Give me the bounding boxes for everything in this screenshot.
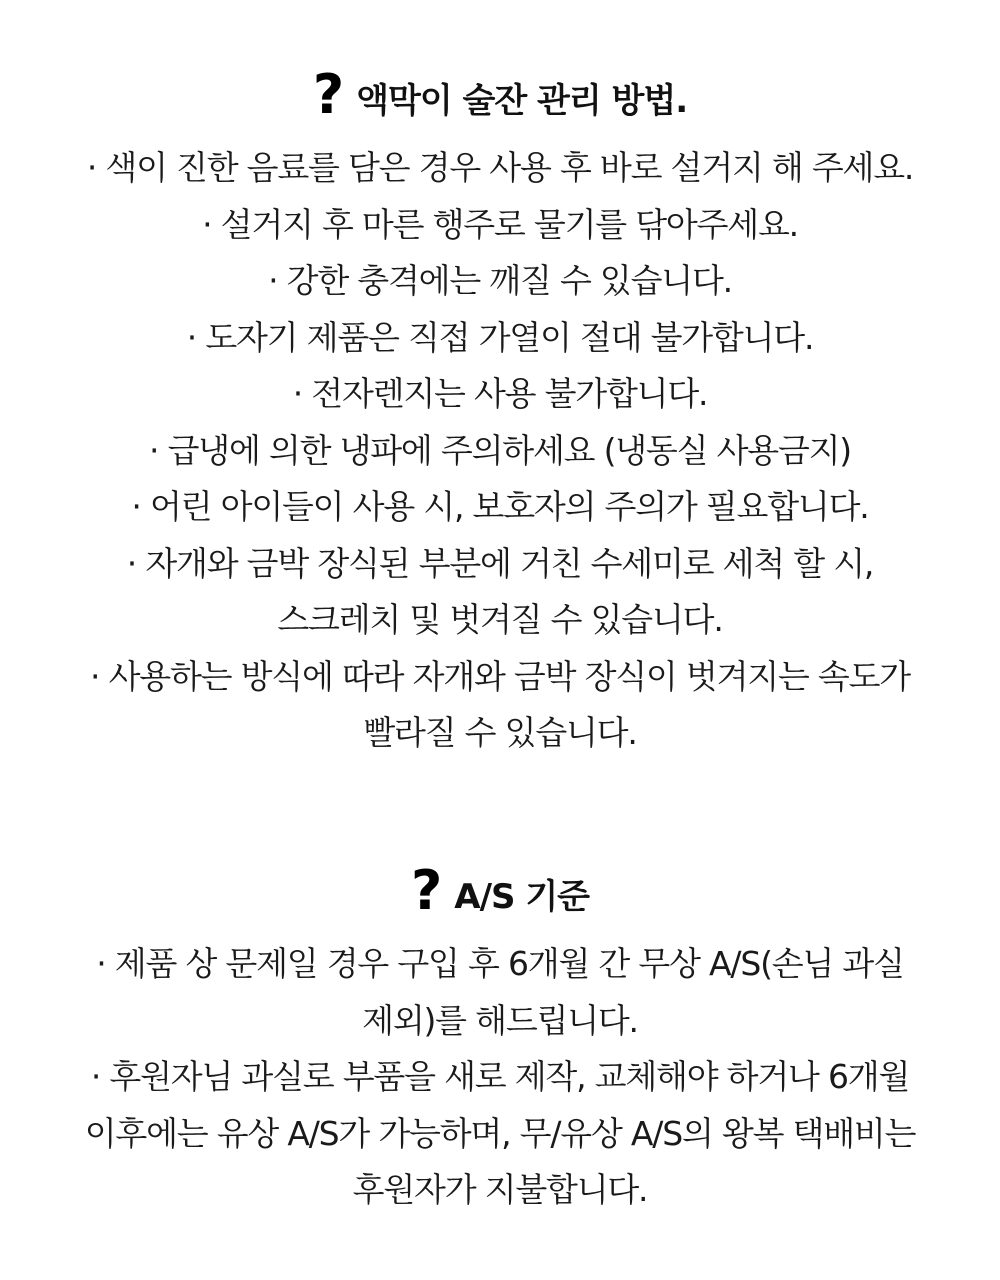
care-line: · 급냉에 의한 냉파에 주의하세요 (냉동실 사용금지) (149, 430, 851, 470)
as-line: 이후에는 유상 A/S가 가능하며, 무/유상 A/S의 왕복 택배비는 (84, 1113, 916, 1153)
care-heading (0, 62, 1000, 132)
as-heading (0, 858, 1000, 928)
as-line: 후원자가 지불합니다. (352, 1170, 648, 1209)
question-mark-icon: ? (410, 859, 443, 922)
as-section (0, 858, 1000, 1219)
care-line: 스크레치 및 벗겨질 수 있습니다. (277, 600, 723, 639)
question-mark-icon: ? (312, 63, 345, 126)
care-line: 빨라질 수 있습니다. (363, 713, 637, 752)
care-instructions (0, 140, 1000, 762)
as-line: 제외)를 해드립니다. (362, 1000, 638, 1040)
care-line: · 어린 아이들이 사용 시, 보호자의 주의가 필요합니다. (131, 487, 869, 526)
care-title: 액막이 술잔 관리 방법. (356, 80, 688, 121)
care-line: · 강한 충격에는 깨질 수 있습니다. (268, 261, 732, 300)
care-line: · 도자기 제품은 직접 가열이 절대 불가합니다. (186, 317, 814, 357)
care-line: · 자개와 금박 장식된 부분에 거친 수세미로 세척 할 시, (126, 543, 874, 583)
care-line: · 설거지 후 마른 행주로 물기를 닦아주세요. (202, 204, 798, 244)
as-title: A/S 기준 (454, 876, 590, 917)
care-section (0, 62, 1000, 762)
care-line: · 사용하는 방식에 따라 자개와 금박 장식이 벗겨지는 속도가 (90, 656, 910, 696)
as-policy (0, 936, 1000, 1219)
care-line: · 전자렌지는 사용 불가합니다. (292, 374, 708, 413)
as-line: · 제품 상 문제일 경우 구입 후 6개월 간 무상 A/S(손님 과실 (96, 944, 904, 983)
care-line: · 색이 진한 음료를 담은 경우 사용 후 바로 설거지 해 주세요. (86, 148, 914, 187)
as-line: · 후원자님 과실로 부품을 새로 제작, 교체해야 하거나 6개월 (90, 1057, 910, 1096)
